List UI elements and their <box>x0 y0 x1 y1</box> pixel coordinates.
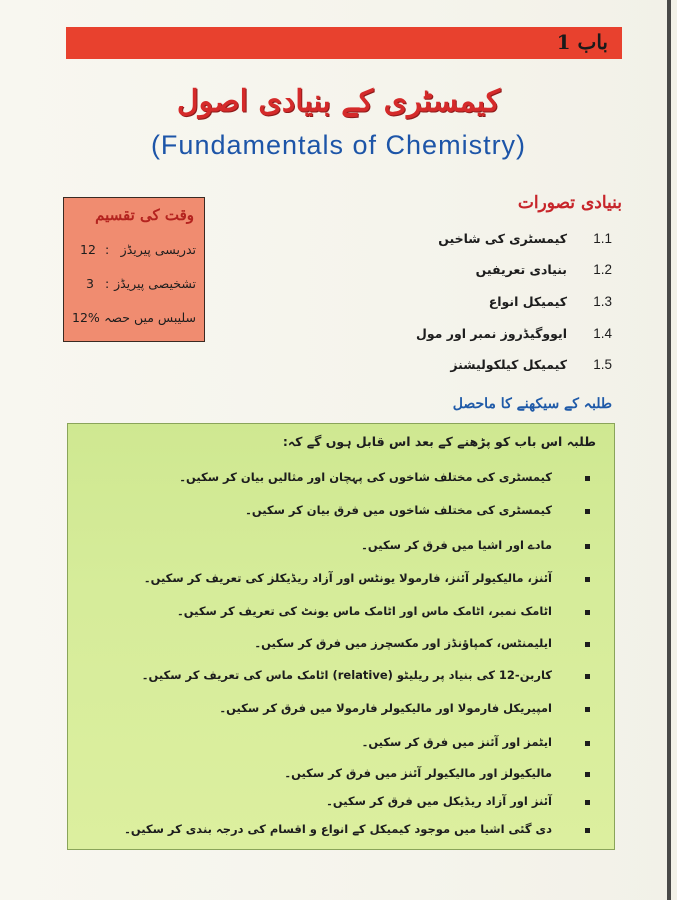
chapter-title-english: (Fundamentals of Chemistry) <box>150 130 527 160</box>
concept-item <box>412 357 612 379</box>
bullet-icon <box>585 544 590 549</box>
outcome-text: امپیریکل فارمولا اور مالیکیولر فارمولا میں فرق کر سکیں۔ <box>219 701 552 715</box>
outcome-item <box>90 470 590 492</box>
outcome-text: آئنز، مالیکیولر آئنز، فارمولا یونٹس اور آزاد ریڈیکلز کی تعریف کر سکیں۔ <box>143 571 552 585</box>
outcome-text: مادے اور اشیا میں فرق کر سکیں۔ <box>361 538 552 552</box>
learning-outcomes-heading: طلبہ کے سیکھنے کا ماحصل <box>452 396 612 412</box>
concept-item <box>412 262 612 284</box>
learning-outcomes-intro: طلبہ اس باب کو پڑھنے کے بعد اس قابل ہوں گے کہ: <box>282 434 596 449</box>
outcome-item <box>90 571 590 593</box>
concept-number: 1.2 <box>593 262 612 277</box>
bullet-icon <box>585 509 590 514</box>
concept-text: کیمیکل کیلکولیشنز <box>450 357 567 372</box>
concept-number: 1.5 <box>593 357 612 372</box>
outcome-item <box>90 794 590 816</box>
concept-item <box>412 326 612 348</box>
outcome-text: اٹامک نمبر، اٹامک ماس اور اٹامک ماس یونٹ کی تعریف کر سکیں۔ <box>177 604 552 618</box>
chapter-title-urdu: کیمسٹری کے بنیادی اصول <box>176 84 501 119</box>
time-row-label: تشخیصی پیریڈز <box>114 276 196 291</box>
concept-number: 1.3 <box>593 294 612 309</box>
concept-number: 1.1 <box>593 231 612 246</box>
outcome-item <box>90 766 590 788</box>
time-row-value: 3 <box>86 276 94 291</box>
key-concepts-heading: بنیادی تصورات <box>517 193 622 213</box>
outcome-text: ایلیمنٹس، کمپاؤنڈز اور مکسچرز میں فرق کر سکیں۔ <box>254 636 552 650</box>
bullet-icon <box>585 610 590 615</box>
concept-item <box>412 231 612 253</box>
concept-item <box>412 294 612 316</box>
bullet-icon <box>585 707 590 712</box>
outcome-text: ایٹمز اور آئنز میں فرق کر سکیں۔ <box>361 735 552 749</box>
outcome-text: کاربن-12 کی بنیاد پر ریلیٹو (relative) اٹامک ماس کی تعریف کر سکیں۔ <box>141 668 552 682</box>
bullet-icon <box>585 642 590 647</box>
concept-number: 1.4 <box>593 326 612 341</box>
time-row-label: تدریسی پیریڈز <box>120 242 196 257</box>
concept-text: کیمیکل انواع <box>488 294 567 309</box>
outcome-text: دی گئی اشیا میں موجود کیمیکل کے انواع و اقسام کی درجہ بندی کر سکیں۔ <box>124 822 552 836</box>
concept-text: کیمسٹری کی شاخیں <box>438 231 567 246</box>
time-row-colon: : <box>105 242 110 257</box>
bullet-icon <box>585 674 590 679</box>
outcome-text: آئنز اور آزاد ریڈیکل میں فرق کر سکیں۔ <box>326 794 552 808</box>
bullet-icon <box>585 741 590 746</box>
time-allocation-title: وقت کی تقسیم <box>95 206 194 224</box>
time-row-value: 12 <box>80 242 96 257</box>
time-row-label: سلیبس میں حصہ <box>104 310 196 325</box>
bullet-icon <box>585 476 590 481</box>
outcome-item <box>90 735 590 757</box>
chapter-label: باب 1 <box>556 30 608 54</box>
concept-text: بنیادی تعریفیں <box>475 262 567 277</box>
chapter-band <box>66 27 622 59</box>
learning-outcomes-box <box>67 423 615 850</box>
time-allocation-box <box>63 197 205 342</box>
time-row-teaching <box>72 242 196 264</box>
outcome-item <box>90 604 590 626</box>
outcome-item <box>90 503 590 525</box>
outcome-item <box>90 822 590 844</box>
outcome-item <box>90 701 590 723</box>
outcome-item <box>90 636 590 658</box>
time-row-value: 12% <box>72 310 100 325</box>
time-row-syllabus-share <box>72 310 196 332</box>
bullet-icon <box>585 828 590 833</box>
bullet-icon <box>585 800 590 805</box>
bullet-icon <box>585 577 590 582</box>
outcome-item <box>90 668 590 690</box>
concept-text: ایووگیڈروز نمبر اور مول <box>415 326 567 341</box>
outcome-text: مالیکیولز اور مالیکیولر آئنز میں فرق کر سکیں۔ <box>284 766 552 780</box>
outcome-item <box>90 538 590 560</box>
bullet-icon <box>585 772 590 777</box>
outcome-text: کیمسٹری کی مختلف شاخوں کی پہچان اور مثالیں بیان کر سکیں۔ <box>179 470 552 484</box>
time-row-assessment <box>72 276 196 298</box>
outcome-text: کیمسٹری کی مختلف شاخوں میں فرق بیان کر سکیں۔ <box>245 503 552 517</box>
time-row-colon: : <box>105 276 110 291</box>
